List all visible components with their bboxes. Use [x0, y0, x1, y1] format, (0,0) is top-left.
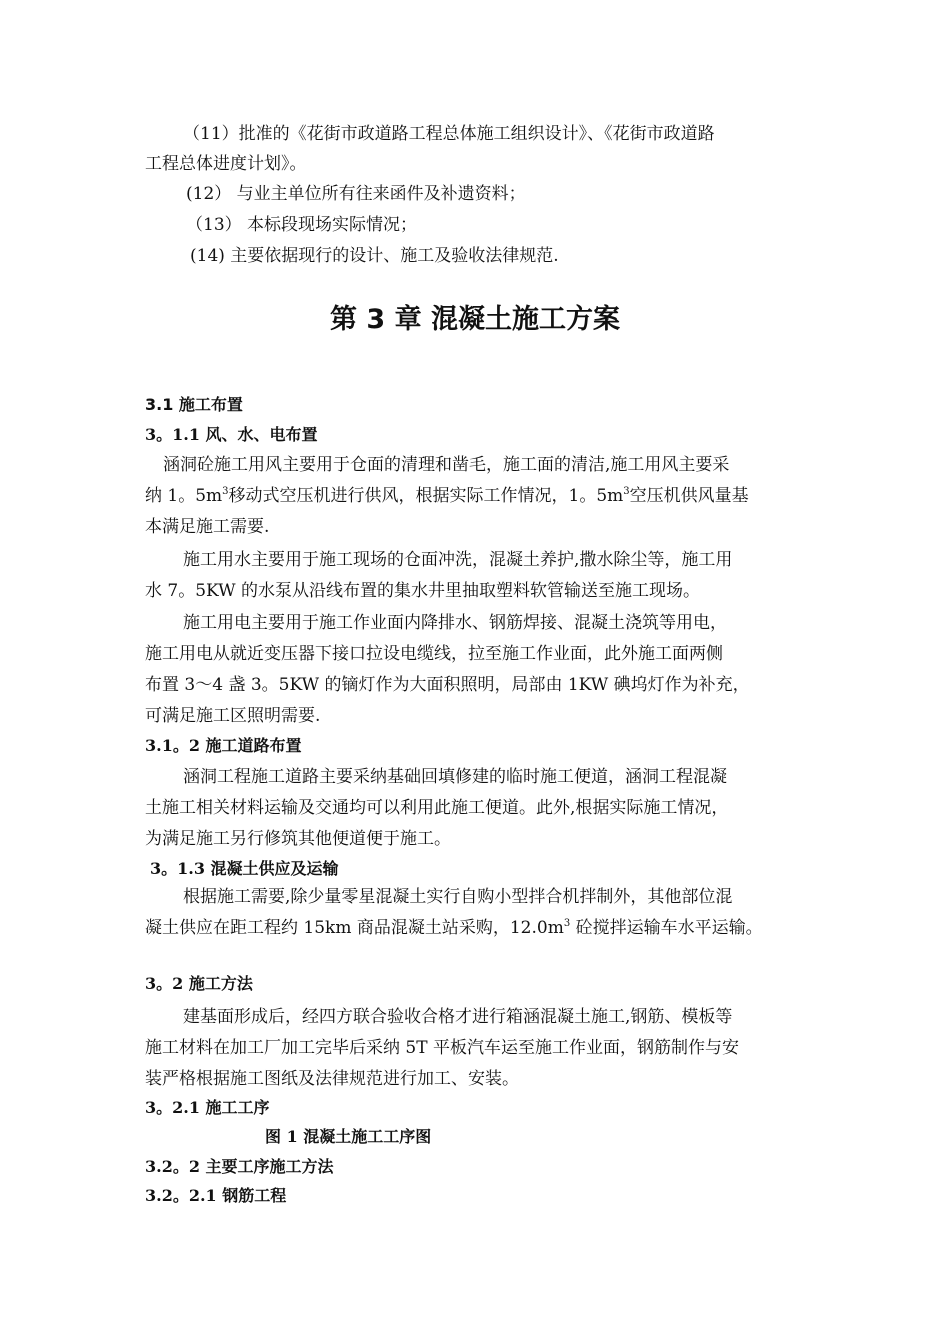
wind-paragraph-line-2: 纳 1。$5m^3$移动式空压机进行供风，根据实际工作情况，1。$5m^3$空压机供风量基 [145, 486, 749, 506]
water-paragraph-line-2: 水 7。5KW 的水泵从沿线布置的集水井里抽取塑料软管输送至施工现场。 [145, 581, 701, 601]
superscript-3: 3 [222, 486, 229, 497]
road-paragraph-line-1: 涵洞工程施工道路主要采纳基础回填修建的临时施工便道，涵洞工程混凝 [183, 767, 727, 787]
basis-item-13: （13） 本标段现场实际情况； [186, 215, 418, 235]
method-paragraph-line-1: 建基面形成后，经四方联合验收合格才进行箱涵混凝土施工,钢筋、模板等 [183, 1007, 733, 1027]
water-paragraph-line-1: 施工用水主要用于施工现场的仓面冲洗，混凝土养护,撒水除尘等，施工用 [183, 550, 733, 570]
road-paragraph-line-3: 为满足施工另行修筑其他便道便于施工。 [145, 829, 451, 849]
power-paragraph-line-2: 施工用电从就近变压器下接口拉设电缆线，拉至施工作业面，此外施工面两侧 [145, 644, 723, 664]
section-3-2-2-1-heading: 3.2。2.1 钢筋工程 [145, 1186, 287, 1205]
basis-item-14: (14) 主要依据现行的设计、施工及验收法律规范. [190, 246, 559, 266]
basis-item-12: (12） 与业主单位所有往来函件及补遗资料； [186, 184, 526, 204]
power-paragraph-line-1: 施工用电主要用于施工作业面内降排水、钢筋焊接、混凝土浇筑等用电， [183, 613, 727, 633]
section-3-1-heading: 3.1 施工布置 [145, 395, 243, 414]
superscript-3: 3 [563, 918, 571, 929]
chapter-title: 第 3 章 混凝土施工方案 [330, 304, 620, 335]
section-3-1-1-heading: 3。1.1 风、水、电布置 [145, 425, 318, 444]
supply-paragraph-line-1: 根据施工需要,除少量零星混凝土实行自购小型拌合机拌制外，其他部位混 [183, 887, 733, 907]
section-3-2-2-heading: 3.2。2 主要工序施工方法 [145, 1157, 334, 1176]
wind-paragraph-line-3: 本满足施工需要. [145, 517, 270, 537]
basis-item-11-line-1: （11）批准的《花街市政道路工程总体施工组织设计》、《花街市政道路 [183, 124, 715, 144]
power-paragraph-line-3: 布置 3～4 盏 3。5KW 的镝灯作为大面积照明，局部由 1KW 碘坞灯作为补充， [145, 675, 750, 695]
section-3-2-heading: 3。2 施工方法 [145, 974, 253, 993]
method-paragraph-line-3: 装严格根据施工图纸及法律规范进行加工、安装。 [145, 1069, 519, 1089]
figure-caption: 图 1 混凝土施工工序图 [265, 1127, 432, 1146]
power-paragraph-line-4: 可满足施工区照明需要. [145, 706, 321, 726]
supply-paragraph-line-2: 凝土供应在距工程约 15km 商品混凝土站采购，$12.0m^3$ 砼搅拌运输车水平运输。 [145, 918, 763, 938]
method-paragraph-line-2: 施工材料在加工厂加工完毕后采纳 5T 平板汽车运至施工作业面，钢筋制作与安 [145, 1038, 739, 1058]
section-3-2-1-heading: 3。2.1 施工工序 [145, 1098, 270, 1117]
superscript-3: 3 [623, 486, 630, 497]
section-3-1-3-heading: 3。1.3 混凝土供应及运输 [150, 859, 339, 878]
wind-paragraph-line-1: 涵洞砼施工用风主要用于仓面的清理和凿毛，施工面的清洁,施工用风主要采 [163, 455, 730, 475]
section-3-1-2-heading: 3.1。2 施工道路布置 [145, 736, 302, 755]
basis-item-11-line-2: 工程总体进度计划》。 [145, 154, 307, 174]
road-paragraph-line-2: 土施工相关材料运输及交通均可以利用此施工便道。此外,根据实际施工情况， [145, 798, 729, 818]
